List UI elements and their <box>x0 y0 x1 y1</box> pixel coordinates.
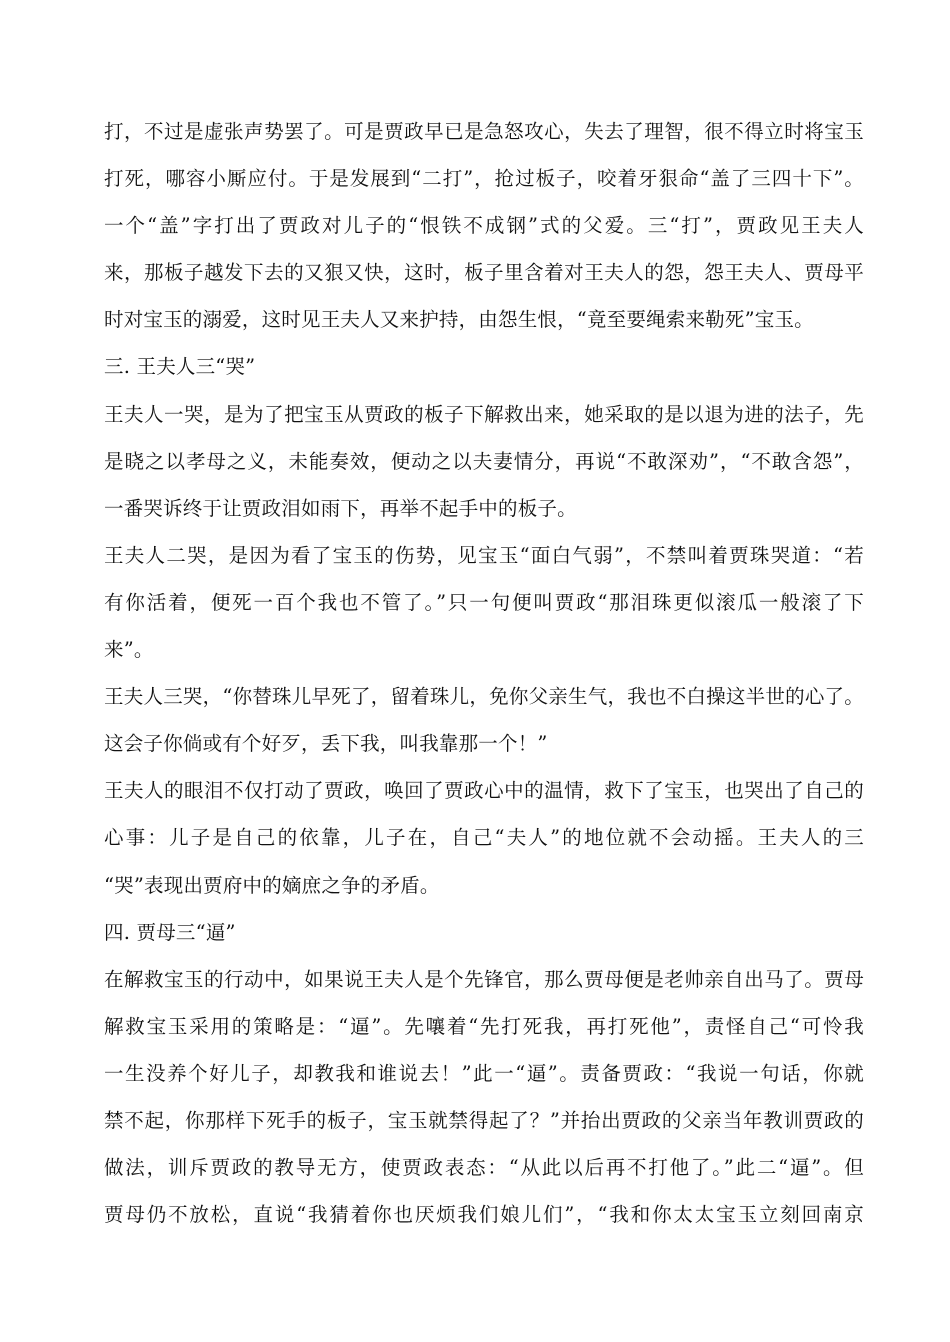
text-line: 来，那板子越发下去的又狠又快，这时，板子里含着对王夫人的怨，怨王夫人、贾母平 <box>104 261 864 285</box>
text-line: 王夫人的眼泪不仅打动了贾政，唤回了贾政心中的温情，救下了宝玉，也哭出了自己的 <box>104 779 864 803</box>
text-line: 三. 王夫人三“哭” <box>104 355 256 379</box>
text-line: 来”。 <box>104 638 154 662</box>
text-line: 心事：儿子是自己的依靠，儿子在，自己“夫人”的地位就不会动摇。王夫人的三 <box>104 826 864 850</box>
text-line: 时对宝玉的溺爱，这时见王夫人又来护持，由怨生恨，“竟至要绳索来勒死”宝玉。 <box>104 308 814 332</box>
text-line: 四. 贾母三“逼” <box>104 920 236 944</box>
text-line: “哭”表现出贾府中的嫡庶之争的矛盾。 <box>104 873 440 897</box>
text-line: 是晓之以孝母之义，未能奏效，便动之以夫妻情分，再说“不敢深劝”，“不敢含怨”， <box>104 449 864 473</box>
text-line: 打死，哪容小厮应付。于是发展到“二打”，抢过板子，咬着牙狠命“盖了三四十下”。 <box>104 167 864 191</box>
text-line: 王夫人二哭，是因为看了宝玉的伤势，见宝玉“面白气弱”，不禁叫着贾珠哭道：“若 <box>104 543 864 567</box>
text-line: 一生没养个好儿子，却教我和谁说去！”此一“逼”。责备贾政：“我说一句话，你就 <box>104 1061 864 1085</box>
text-line: 贾母仍不放松，直说“我猜着你也厌烦我们娘儿们”，“我和你太太宝玉立刻回南京 <box>104 1203 864 1227</box>
text-line: 有你活着，便死一百个我也不管了。”只一句便叫贾政“那泪珠更似滚瓜一般滚了下 <box>104 590 864 614</box>
text-line: 这会子你倘或有个好歹，丢下我，叫我靠那一个！” <box>104 732 548 756</box>
text-line: 一番哭诉终于让贾政泪如雨下，再举不起手中的板子。 <box>104 496 577 520</box>
text-line: 打，不过是虚张声势罢了。可是贾政早已是急怒攻心，失去了理智，很不得立时将宝玉 <box>104 120 864 143</box>
text-line: 在解救宝玉的行动中，如果说王夫人是个先锋官，那么贾母便是老帅亲自出马了。贾母 <box>104 967 864 991</box>
text-line: 解救宝玉采用的策略是：“逼”。先嚷着“先打死我，再打死他”，责怪自己“可怜我 <box>104 1014 864 1038</box>
text-line: 禁不起，你那样下死手的板子，宝玉就禁得起了？”并抬出贾政的父亲当年教训贾政的 <box>104 1108 864 1132</box>
text-line: 一个“盖”字打出了贾政对儿子的“恨铁不成钢”式的父爱。三“打”，贾政见王夫人 <box>104 214 864 238</box>
text-line: 做法，训斥贾政的教导无方，使贾政表态：“从此以后再不打他了。”此二“逼”。但 <box>104 1156 864 1180</box>
text-line: 王夫人一哭，是为了把宝玉从贾政的板子下解救出来，她采取的是以退为进的法子，先 <box>104 402 864 426</box>
text-line: 王夫人三哭，“你替珠儿早死了，留着珠儿，免你父亲生气，我也不白操这半世的心了。 <box>104 685 864 709</box>
document-page <box>104 108 864 1238</box>
